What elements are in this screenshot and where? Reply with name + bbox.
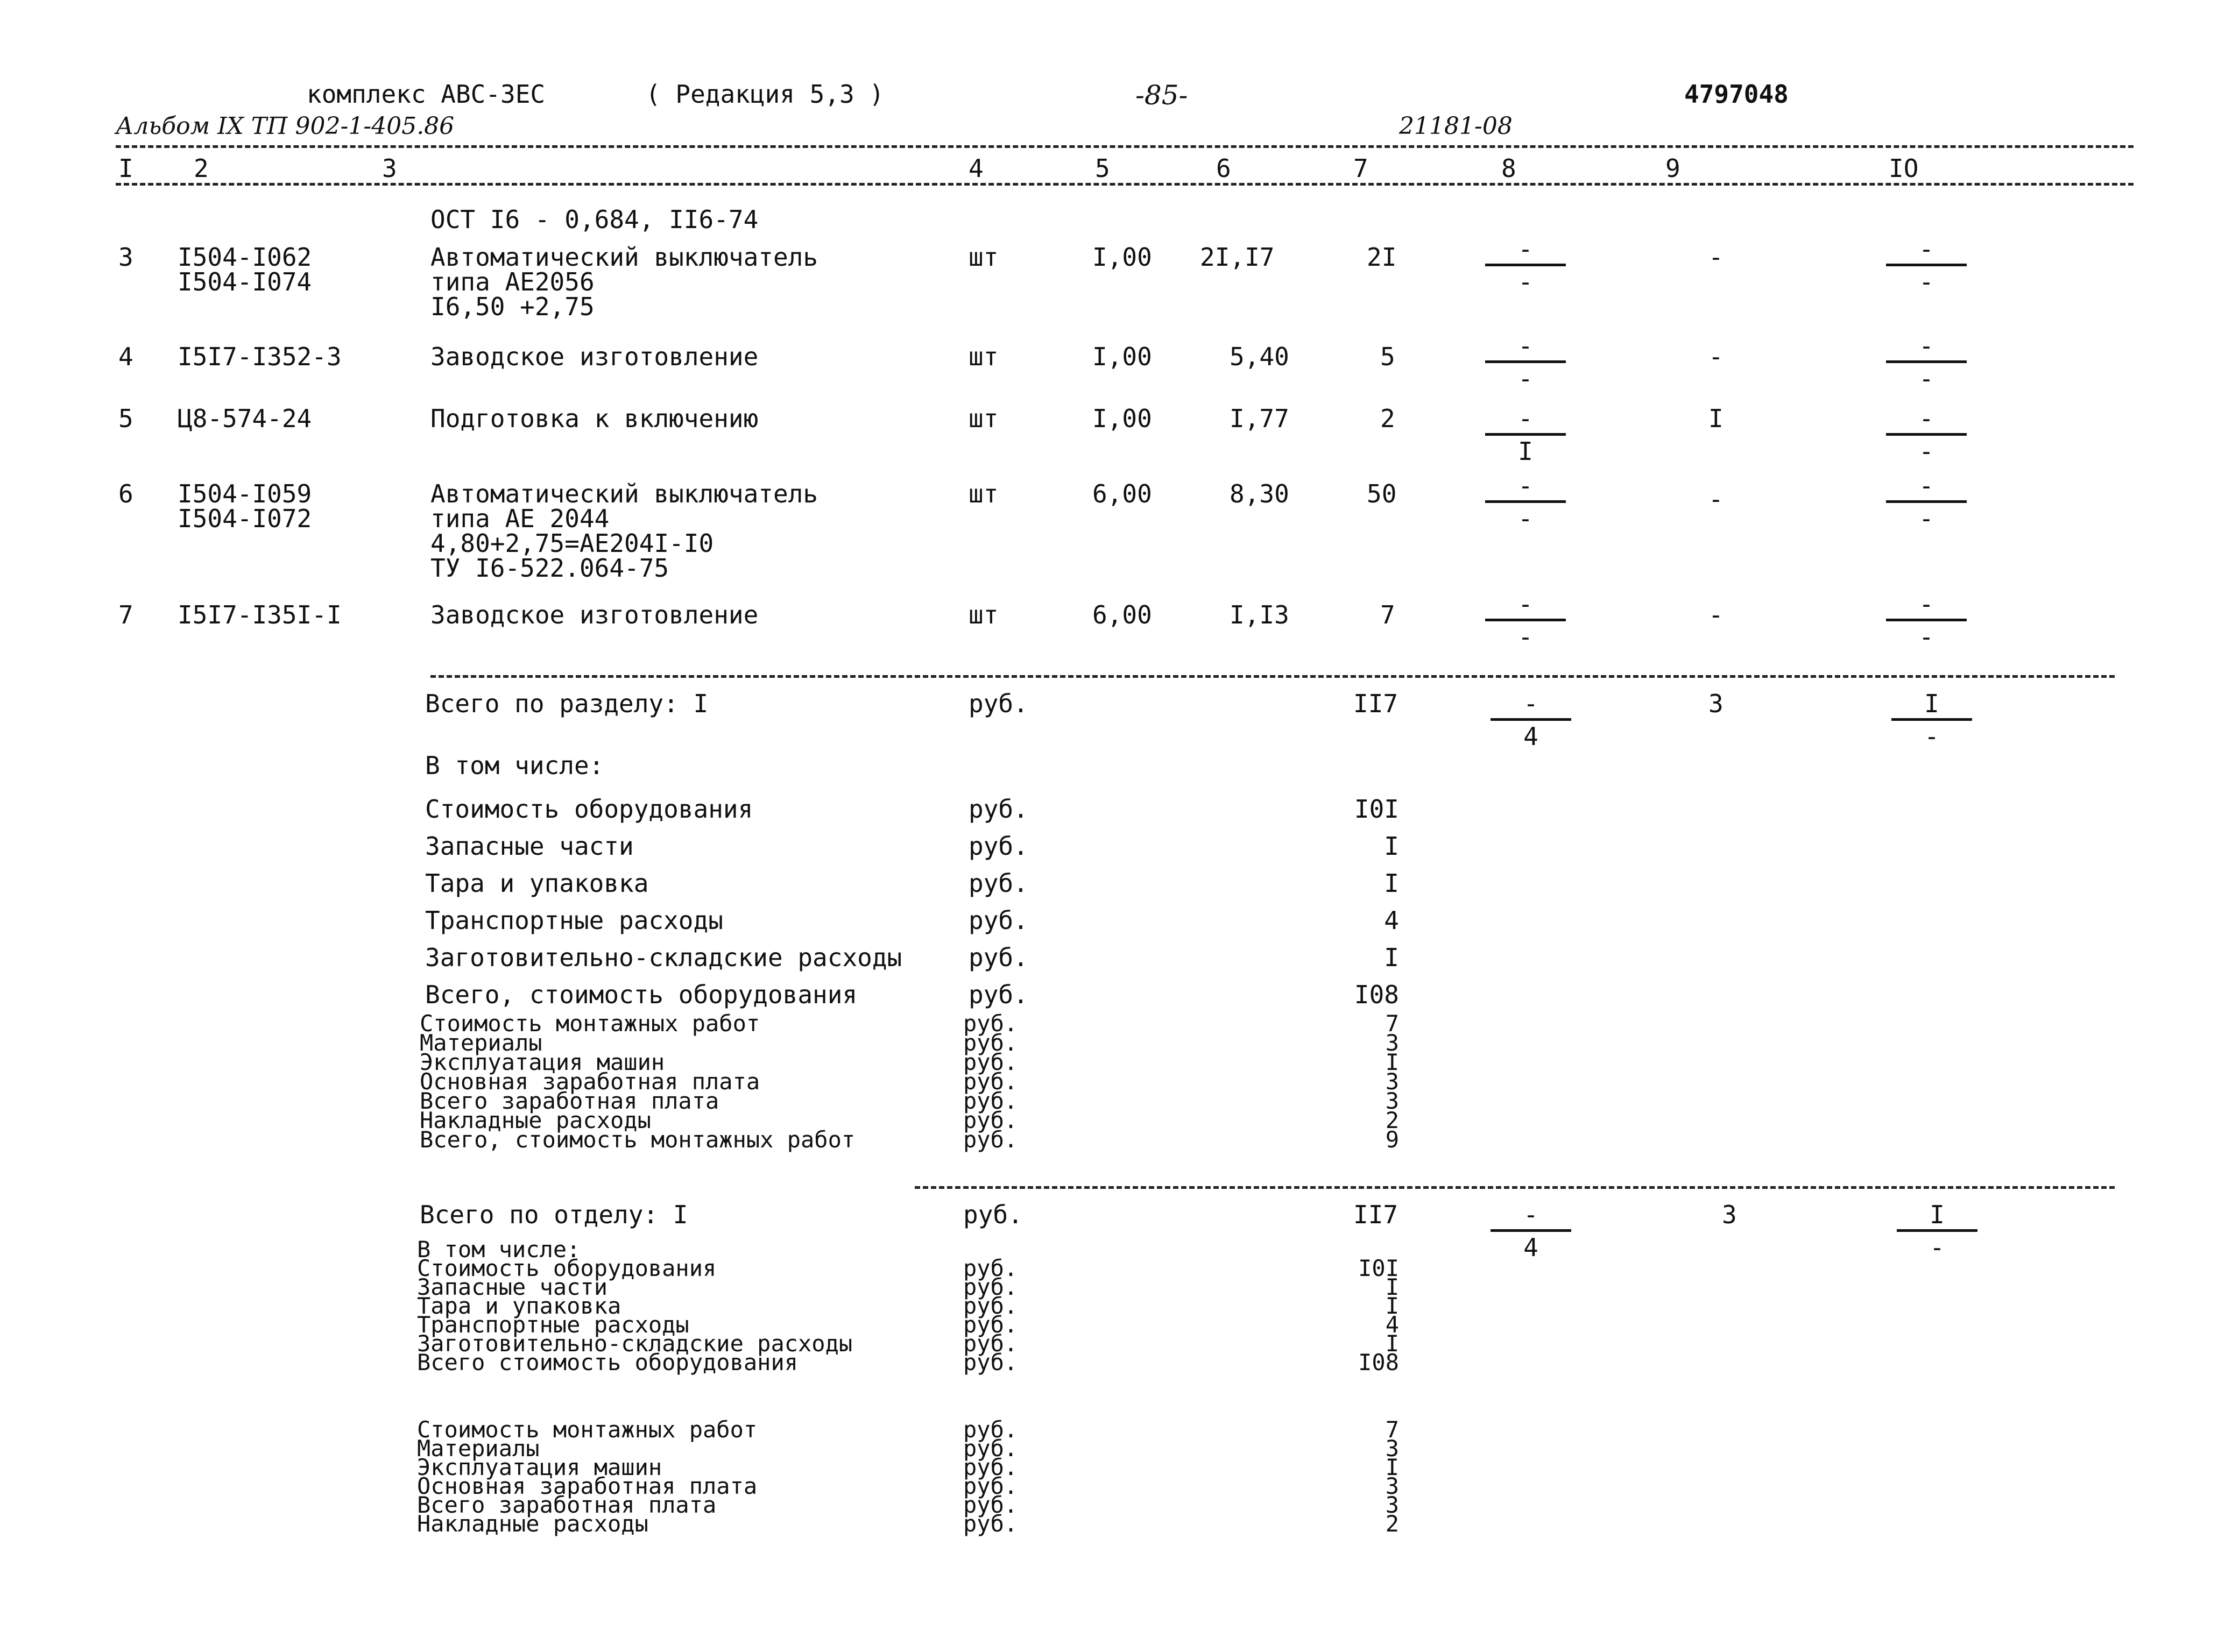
section-mounting-units [963, 1010, 1018, 1153]
row-qty: 6,00 [1092, 600, 1152, 629]
fraction-denominator: - [1919, 437, 1934, 466]
row-col10-fraction [1886, 237, 1967, 294]
fraction-numerator: - [1523, 689, 1538, 718]
cost-label: Основная заработная плата [417, 1473, 758, 1499]
cost-unit: руб. [963, 1088, 1018, 1114]
cost-value: 3 [1385, 1088, 1399, 1114]
cost-label: Транспортные расходы [417, 1311, 689, 1338]
cost-value: 2 [1385, 1107, 1399, 1133]
row-total: 5 [1380, 342, 1395, 371]
row-codes [178, 344, 342, 369]
row-description [430, 602, 758, 627]
section-mounting-values [1313, 1010, 1399, 1153]
cost-unit: руб. [963, 1049, 1018, 1075]
row-description [430, 344, 758, 369]
cost-value: I [1385, 1454, 1399, 1480]
row-qty: I,00 [1092, 243, 1152, 272]
section-rule [430, 675, 2115, 678]
cost-value: I08 [1358, 1349, 1399, 1376]
sheet-ref: 21181-08 [1399, 112, 1513, 140]
section-total-value: II7 [1353, 689, 1398, 718]
row-unit: шт [969, 404, 999, 433]
code-line: I504-I072 [178, 504, 312, 533]
fraction-numerator: - [1919, 235, 1934, 264]
section-col8-fraction [1491, 691, 1571, 749]
fraction-denominator: - [1518, 267, 1533, 296]
fraction-numerator: - [1523, 1200, 1538, 1229]
row-number: 5 [118, 404, 133, 433]
row-col8-fraction [1485, 473, 1566, 531]
cost-label: Стоимость монтажных работ [420, 1010, 760, 1037]
department-total-label: Всего по отделу: I [420, 1200, 688, 1229]
row-col8-fraction [1485, 592, 1566, 649]
fraction-denominator: - [1919, 504, 1934, 533]
standard-line: ОСТ I6 - 0,684, II6-74 [430, 205, 759, 234]
fraction-numerator: I [1924, 689, 1939, 718]
cost-unit: руб. [969, 943, 1028, 972]
cost-unit: руб. [963, 1416, 1018, 1443]
row-total: 50 [1367, 479, 1397, 508]
cost-value: 3 [1385, 1492, 1399, 1518]
cost-unit: руб. [963, 1330, 1018, 1357]
row-price: 5,40 [1230, 342, 1289, 371]
cost-value: 2 [1385, 1511, 1399, 1537]
row-total: 2I [1367, 243, 1397, 272]
row-col10-fraction [1886, 406, 1967, 464]
cost-label: Эксплуатация машин [417, 1454, 662, 1480]
row-description [430, 406, 758, 431]
department-mounting-units [963, 1416, 1018, 1537]
desc-line: 4,80+2,75=АЕ204I-I0 [430, 529, 714, 558]
desc-line: типа АЕ 2044 [430, 504, 610, 533]
fraction-bar [1886, 360, 1967, 363]
cost-label: Накладные расходы [417, 1511, 648, 1537]
department-col10-fraction [1897, 1202, 1977, 1260]
row-description [430, 479, 818, 583]
row-qty: I,00 [1092, 404, 1152, 433]
fraction-bar [1491, 1229, 1571, 1232]
cost-label: Эксплуатация машин [420, 1049, 665, 1075]
fraction-bar [1485, 433, 1566, 436]
fraction-denominator: - [1919, 622, 1934, 651]
row-codes [178, 481, 312, 531]
fraction-numerator: - [1919, 471, 1934, 500]
row-col10-fraction [1886, 592, 1967, 649]
cost-unit: руб. [963, 1274, 1018, 1300]
cost-value: 4 [1384, 906, 1399, 935]
fraction-bar [1485, 619, 1566, 621]
code-line: I5I7-I352-3 [178, 342, 342, 371]
row-description [430, 245, 818, 319]
cost-unit: руб. [963, 1473, 1018, 1499]
col-header-2: 2 [194, 154, 209, 183]
col-header-3: 3 [382, 154, 397, 183]
cost-label: Материалы [417, 1435, 540, 1462]
department-equipment-values [1313, 1255, 1399, 1376]
fraction-denominator: 4 [1523, 722, 1538, 751]
department-total-unit: руб. [963, 1200, 1023, 1229]
cost-unit: руб. [963, 1492, 1018, 1518]
row-unit: шт [969, 243, 999, 272]
cost-unit: руб. [963, 1107, 1018, 1133]
cost-label: Основная заработная плата [420, 1068, 760, 1095]
section-incl-label: В том числе: [425, 751, 604, 780]
section-equipment-units [969, 791, 1028, 1013]
cost-label: Стоимость оборудования [425, 795, 753, 824]
cost-label: Накладные расходы [420, 1107, 651, 1133]
cost-unit: руб. [963, 1010, 1018, 1037]
section-mounting-labels [420, 1010, 856, 1153]
cost-label: Запасные части [417, 1274, 608, 1300]
department-equipment-units [963, 1255, 1018, 1376]
cost-value: 4 [1385, 1311, 1399, 1338]
fraction-denominator: - [1518, 622, 1533, 651]
code-line: I504-I062 [178, 243, 312, 272]
row-col9: - [1708, 600, 1724, 629]
cost-unit: руб. [963, 1030, 1018, 1056]
row-unit: шт [969, 342, 999, 371]
row-col8-fraction [1485, 406, 1566, 464]
row-number: 6 [118, 479, 133, 508]
cost-value: 7 [1385, 1010, 1399, 1037]
row-total: 2 [1380, 404, 1395, 433]
fraction-bar [1897, 1229, 1977, 1232]
col-header-9: 9 [1665, 154, 1680, 183]
fraction-denominator: - [1919, 267, 1934, 296]
desc-line: Подготовка к включению [430, 404, 759, 433]
row-total: 7 [1380, 600, 1395, 629]
cost-unit: руб. [963, 1255, 1018, 1281]
cost-unit: руб. [963, 1311, 1018, 1338]
cost-value: I0I [1358, 1255, 1399, 1281]
fraction-bar [1485, 360, 1566, 363]
cost-label: Всего заработная плата [420, 1088, 719, 1114]
fraction-numerator: I [1930, 1200, 1945, 1229]
row-unit: шт [969, 600, 999, 629]
doc-number: 4797048 [1684, 80, 1789, 109]
desc-line: Автоматический выключатель [430, 479, 818, 508]
cost-unit: руб. [969, 795, 1028, 824]
fraction-numerator: - [1518, 590, 1533, 619]
fraction-numerator: - [1518, 235, 1533, 264]
fraction-denominator: - [1518, 364, 1533, 393]
cost-unit: руб. [969, 906, 1028, 935]
cost-value: I [1384, 943, 1399, 972]
fraction-denominator: - [1919, 364, 1934, 393]
row-col10-fraction [1886, 331, 1967, 393]
row-unit: шт [969, 479, 999, 508]
fraction-bar [1491, 718, 1571, 721]
album-ref: Альбом IX ТП 902-1-405.86 [116, 112, 455, 140]
fraction-numerator: - [1518, 404, 1533, 433]
header-rule [116, 145, 2134, 148]
row-qty: I,00 [1092, 342, 1152, 371]
row-qty: 6,00 [1092, 479, 1152, 508]
row-codes [178, 245, 312, 294]
cost-label: Тара и упаковка [417, 1293, 621, 1319]
cost-value: 9 [1385, 1126, 1399, 1153]
cost-value: I [1384, 869, 1399, 898]
cost-value: I [1385, 1274, 1399, 1300]
fraction-numerator: - [1919, 331, 1934, 360]
edition-label: ( Редакция 5,3 ) [646, 80, 885, 109]
code-line: I504-I059 [178, 479, 312, 508]
desc-line: типа АЕ2056 [430, 267, 595, 296]
cost-unit: руб. [963, 1511, 1018, 1537]
column-header-rule [116, 183, 2134, 186]
fraction-numerator: - [1919, 590, 1934, 619]
department-mounting-labels [417, 1416, 758, 1537]
row-number: 7 [118, 600, 133, 629]
department-rule [915, 1186, 2115, 1189]
section-equipment-values [1313, 791, 1399, 1013]
col-header-6: 6 [1216, 154, 1231, 183]
row-col8-fraction [1485, 331, 1566, 393]
department-total-value: II7 [1353, 1200, 1398, 1229]
col-header-7: 7 [1353, 154, 1368, 183]
desc-line: Заводское изготовление [430, 342, 759, 371]
cost-value: I [1385, 1293, 1399, 1319]
section-total-label: Всего по разделу: I [425, 689, 709, 718]
cost-value: 3 [1385, 1473, 1399, 1499]
cost-unit: руб. [963, 1435, 1018, 1462]
col-header-1: I [118, 154, 133, 183]
cost-unit: руб. [963, 1068, 1018, 1095]
cost-unit: руб. [969, 869, 1028, 898]
fraction-denominator: I [1518, 437, 1533, 466]
cost-unit: руб. [963, 1126, 1018, 1153]
row-codes [178, 406, 312, 431]
fraction-bar [1886, 433, 1967, 436]
cost-label: Транспортные расходы [425, 906, 723, 935]
fraction-denominator: - [1518, 504, 1533, 533]
complex-label: комплекс АВС-ЗЕС [307, 80, 546, 109]
cost-unit: руб. [963, 1454, 1018, 1480]
cost-unit: руб. [969, 980, 1028, 1009]
cost-unit: руб. [963, 1293, 1018, 1319]
code-line: I5I7-I35I-I [178, 600, 342, 629]
fraction-bar [1485, 500, 1566, 503]
cost-label: Заготовительно-складские расходы [417, 1330, 853, 1357]
cost-label: Заготовительно-складские расходы [425, 943, 902, 972]
row-price: I,77 [1230, 404, 1289, 433]
row-price: I,I3 [1230, 600, 1289, 629]
cost-value: 3 [1385, 1068, 1399, 1095]
row-col10-fraction [1886, 473, 1967, 531]
fraction-numerator: - [1919, 404, 1934, 433]
cost-label: Всего, стоимость оборудования [425, 980, 858, 1009]
fraction-numerator: - [1518, 471, 1533, 500]
department-col8-fraction [1491, 1202, 1571, 1260]
cost-value: I0I [1354, 795, 1399, 824]
row-col9: I [1708, 404, 1724, 433]
cost-unit: руб. [969, 832, 1028, 861]
cost-value: 3 [1385, 1435, 1399, 1462]
fraction-denominator: 4 [1523, 1233, 1538, 1262]
fraction-bar [1891, 718, 1972, 721]
fraction-bar [1485, 264, 1566, 266]
department-mounting-values [1313, 1416, 1399, 1537]
col-header-5: 5 [1095, 154, 1110, 183]
cost-label: Всего, стоимость монтажных работ [420, 1126, 856, 1153]
col-header-4: 4 [969, 154, 984, 183]
row-col9: - [1708, 485, 1724, 514]
cost-unit: руб. [963, 1349, 1018, 1376]
fraction-bar [1886, 500, 1967, 503]
cost-value: 7 [1385, 1416, 1399, 1443]
cost-label: Стоимость оборудования [417, 1255, 717, 1281]
col-header-10: IO [1889, 154, 1919, 183]
row-col9: - [1708, 342, 1724, 371]
row-col8-fraction [1485, 237, 1566, 294]
desc-line: Заводское изготовление [430, 600, 759, 629]
row-price: 2I,I7 [1200, 243, 1275, 272]
department-col9: 3 [1722, 1200, 1737, 1229]
cost-value: I [1385, 1049, 1399, 1075]
fraction-bar [1886, 264, 1967, 266]
section-col9: 3 [1708, 689, 1724, 718]
cost-value: 3 [1385, 1030, 1399, 1056]
cost-label: Тара и упаковка [425, 869, 649, 898]
cost-label: Материалы [420, 1030, 542, 1056]
fraction-bar [1886, 619, 1967, 621]
row-codes [178, 602, 342, 627]
cost-value: I08 [1354, 980, 1399, 1009]
desc-line: I6,50 +2,75 [430, 292, 595, 321]
row-number: 4 [118, 342, 133, 371]
col-header-8: 8 [1501, 154, 1516, 183]
desc-line: Автоматический выключатель [430, 243, 818, 272]
cost-label: Всего заработная плата [417, 1492, 717, 1518]
section-col10-fraction [1891, 691, 1972, 749]
row-col9: - [1708, 243, 1724, 272]
page-number: -85- [1135, 80, 1188, 111]
fraction-denominator: - [1924, 722, 1939, 751]
section-total-unit: руб. [969, 689, 1028, 718]
desc-line: ТУ I6-522.064-75 [430, 554, 669, 583]
code-line: I504-I074 [178, 267, 312, 296]
cost-value: I [1384, 832, 1399, 861]
fraction-numerator: - [1518, 331, 1533, 360]
row-price: 8,30 [1230, 479, 1289, 508]
fraction-denominator: - [1930, 1233, 1945, 1262]
department-equipment-labels [417, 1255, 853, 1376]
row-number: 3 [118, 243, 133, 272]
cost-label: Запасные части [425, 832, 634, 861]
department-incl-label: В том числе: [417, 1236, 581, 1263]
cost-label: Стоимость монтажных работ [417, 1416, 758, 1443]
cost-label: Всего стоимость оборудования [417, 1349, 799, 1376]
code-line: Ц8-574-24 [178, 404, 312, 433]
section-equipment-labels [425, 791, 902, 1013]
cost-value: I [1385, 1330, 1399, 1357]
